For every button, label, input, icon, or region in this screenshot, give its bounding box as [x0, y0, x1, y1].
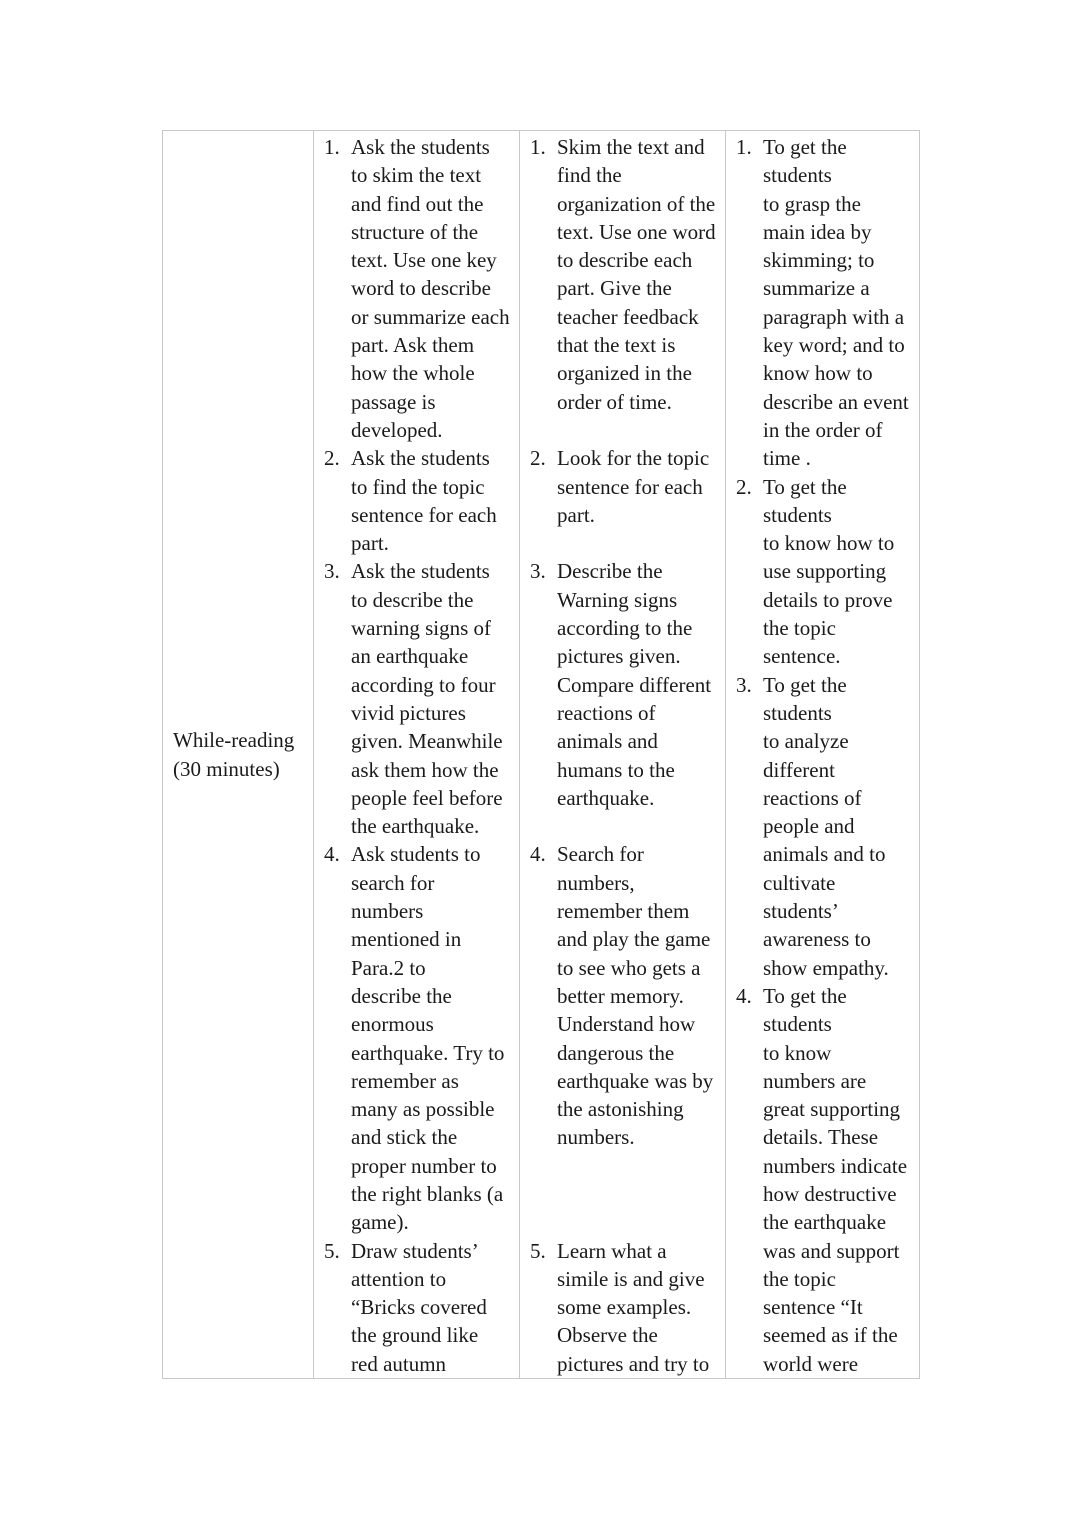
text-line: the earthquake.	[351, 814, 480, 839]
text-line: details. These	[763, 1125, 879, 1150]
text-line: remember them	[557, 899, 690, 924]
text-line: the astonishing	[557, 1097, 684, 1122]
text-line: given. Meanwhile	[351, 729, 503, 754]
text-line: the ground like	[351, 1323, 479, 1348]
spacer	[530, 1180, 725, 1208]
list-item-text	[351, 133, 519, 444]
text-line: to analyze	[763, 729, 849, 754]
text-line: some examples.	[557, 1295, 692, 1320]
text-line: “Bricks covered	[351, 1295, 487, 1320]
text-line: cultivate	[763, 870, 836, 895]
text-line: in the order of	[763, 417, 883, 442]
text-line: Search for	[557, 842, 644, 867]
text-line: text. Use one key	[351, 248, 497, 273]
text-line: paragraph with a	[763, 304, 905, 329]
text-line: describe the	[351, 983, 452, 1008]
text-line: Ask students to	[351, 842, 481, 867]
stage-name: While-reading	[173, 728, 295, 753]
list-item-number: 3.	[736, 672, 752, 697]
text-line: Describe the	[557, 559, 663, 584]
list-item-text	[557, 557, 725, 812]
text-line: attention to	[351, 1266, 447, 1291]
text-line: Para.2 to	[351, 955, 426, 980]
text-line: passage is	[351, 389, 436, 414]
text-line: word to describe	[351, 276, 491, 301]
table-row	[163, 131, 920, 1379]
text-line: structure of the	[351, 219, 479, 244]
text-line: to describe each	[557, 248, 693, 273]
text-line: to see who gets a	[557, 955, 701, 980]
text-line: Observe the	[557, 1323, 658, 1348]
text-line: was and support	[763, 1238, 900, 1263]
list-item-text	[763, 473, 919, 671]
text-line: developed.	[351, 417, 443, 442]
text-line: many as possible	[351, 1097, 495, 1122]
list-item-text	[557, 1237, 725, 1378]
teacher-activity-item	[324, 444, 519, 557]
text-line: students	[763, 1012, 832, 1037]
text-line: Warning signs	[557, 587, 678, 612]
text-line: To get the	[763, 672, 847, 697]
text-line: and play the game	[557, 927, 711, 952]
stage-duration: (30 minutes)	[173, 756, 280, 781]
text-line: organized in the	[557, 361, 692, 386]
text-line: an earthquake	[351, 644, 469, 669]
purposes-cell	[726, 131, 920, 1379]
purposes-list	[726, 131, 919, 1378]
list-item-number: 2.	[530, 446, 546, 471]
text-line: people feel before	[351, 785, 503, 810]
spacer	[530, 1152, 725, 1180]
text-line: according to four	[351, 672, 496, 697]
spacer	[530, 416, 725, 444]
text-line: sentence for each	[351, 502, 497, 527]
text-line: use supporting	[763, 559, 887, 584]
purpose-item	[736, 982, 919, 1378]
text-line: people and	[763, 814, 855, 839]
text-line: ask them how the	[351, 757, 499, 782]
list-item-number: 5.	[324, 1238, 340, 1263]
text-line: know how to	[763, 361, 873, 386]
text-line: earthquake. Try to	[351, 1040, 505, 1065]
text-line: To get the	[763, 474, 847, 499]
student-activity-item	[530, 840, 725, 1151]
text-line: and find out the	[351, 191, 484, 216]
text-line: teacher feedback	[557, 304, 699, 329]
text-line: and stick the	[351, 1125, 458, 1150]
lesson-plan-table	[162, 130, 920, 1379]
text-line: mentioned in	[351, 927, 462, 952]
text-line: earthquake.	[557, 785, 655, 810]
text-line: Skim the text and	[557, 135, 705, 159]
text-line: red autumn	[351, 1351, 447, 1376]
student-activity-item	[530, 133, 725, 416]
text-line: according to the	[557, 616, 693, 641]
text-line: to know	[763, 1040, 832, 1065]
text-line: the topic	[763, 616, 836, 641]
list-item-number: 1.	[324, 135, 340, 159]
list-item-text	[763, 133, 919, 473]
list-item-number: 4.	[324, 842, 340, 867]
text-line: Ask the students	[351, 559, 490, 584]
text-line: main idea by	[763, 219, 872, 244]
text-line: sentence.	[763, 644, 841, 669]
text-line: to find the topic	[351, 474, 485, 499]
text-line: part.	[351, 531, 389, 556]
text-line: game).	[351, 1210, 409, 1235]
text-line: details to prove	[763, 587, 893, 612]
purpose-item	[736, 133, 919, 473]
list-item-number: 1.	[736, 135, 752, 159]
text-line: animals and	[557, 729, 658, 754]
text-line: warning signs of	[351, 616, 491, 641]
text-line: world were	[763, 1351, 859, 1376]
text-line: different	[763, 757, 835, 782]
text-line: Ask the students	[351, 446, 490, 471]
text-line: organization of the	[557, 191, 716, 216]
spacer	[530, 812, 725, 840]
text-line: Draw students’	[351, 1238, 479, 1263]
list-item-text	[763, 671, 919, 982]
teacher-activity-item	[324, 1237, 519, 1378]
text-line: humans to the	[557, 757, 675, 782]
text-line: To get the	[763, 983, 847, 1008]
text-line: key word; and to	[763, 333, 905, 358]
text-line: show empathy.	[763, 955, 889, 980]
text-line: to know how to	[763, 531, 895, 556]
text-line: part.	[557, 502, 595, 527]
teacher-activities-list	[314, 131, 519, 1378]
spacer	[530, 529, 725, 557]
text-line: proper number to	[351, 1153, 497, 1178]
text-line: vivid pictures	[351, 700, 466, 725]
text-line: text. Use one word	[557, 219, 716, 244]
teacher-activity-item	[324, 840, 519, 1236]
text-line: summarize a	[763, 276, 870, 301]
text-line: students’	[763, 899, 839, 924]
teacher-activity-item	[324, 557, 519, 840]
text-line: great supporting	[763, 1097, 901, 1122]
purpose-item	[736, 473, 919, 671]
list-item-text	[351, 840, 519, 1236]
text-line: to describe the	[351, 587, 474, 612]
list-item-text	[763, 982, 919, 1378]
list-item-text	[351, 1237, 519, 1378]
text-line: pictures and try to	[557, 1351, 710, 1376]
teacher-activities-cell	[314, 131, 520, 1379]
text-line: numbers are	[763, 1068, 867, 1093]
text-line: Ask the students	[351, 135, 490, 159]
text-line: to grasp the	[763, 191, 861, 216]
text-line: sentence for each	[557, 474, 703, 499]
list-item-number: 3.	[324, 559, 340, 584]
student-activity-item	[530, 444, 725, 529]
text-line: dangerous the	[557, 1040, 675, 1065]
text-line: or summarize each	[351, 304, 510, 329]
purpose-item	[736, 671, 919, 982]
teacher-activity-item	[324, 133, 519, 444]
text-line: order of time.	[557, 389, 672, 414]
text-line: To get the	[763, 135, 847, 159]
text-line: search for	[351, 870, 435, 895]
text-line: seemed as if the	[763, 1323, 898, 1348]
text-line: better memory.	[557, 983, 684, 1008]
text-line: students	[763, 163, 832, 188]
text-line: Look for the topic	[557, 446, 710, 471]
text-line: numbers,	[557, 870, 635, 895]
text-line: sentence “It	[763, 1295, 863, 1320]
text-line: how destructive	[763, 1181, 897, 1206]
text-line: Understand how	[557, 1012, 696, 1037]
text-line: Learn what a	[557, 1238, 667, 1263]
list-item-text	[557, 444, 725, 529]
text-line: skimming; to	[763, 248, 875, 273]
list-item-text	[557, 133, 725, 416]
spacer	[530, 1208, 725, 1236]
text-line: pictures given.	[557, 644, 681, 669]
list-item-number: 1.	[530, 135, 546, 159]
text-line: part. Give the	[557, 276, 672, 301]
text-line: reactions of	[763, 785, 862, 810]
text-line: earthquake was by	[557, 1068, 714, 1093]
student-activity-item	[530, 557, 725, 812]
text-line: numbers indicate	[763, 1153, 908, 1178]
text-line: awareness to	[763, 927, 871, 952]
text-line: students	[763, 700, 832, 725]
list-item-number: 2.	[736, 474, 752, 499]
text-line: simile is and give	[557, 1266, 705, 1291]
text-line: to skim the text	[351, 163, 482, 188]
stage-label	[163, 726, 313, 783]
student-activity-item	[530, 1237, 725, 1378]
text-line: numbers.	[557, 1125, 635, 1150]
list-item-text	[557, 840, 725, 1151]
student-activities-list	[520, 131, 725, 1378]
text-line: time .	[763, 446, 811, 471]
list-item-number: 4.	[530, 842, 546, 867]
text-line: describe an event	[763, 389, 909, 414]
text-line: numbers	[351, 899, 424, 924]
list-item-number: 4.	[736, 983, 752, 1008]
list-item-number: 3.	[530, 559, 546, 584]
list-item-number: 5.	[530, 1238, 546, 1263]
stage-cell	[163, 131, 314, 1379]
student-activities-cell	[520, 131, 726, 1379]
list-item-text	[351, 444, 519, 557]
text-line: the earthquake	[763, 1210, 887, 1235]
text-line: reactions of	[557, 700, 656, 725]
text-line: remember as	[351, 1068, 459, 1093]
list-item-number: 2.	[324, 446, 340, 471]
text-line: part. Ask them	[351, 333, 475, 358]
text-line: find the	[557, 163, 622, 188]
text-line: the right blanks (a	[351, 1181, 504, 1206]
text-line: how the whole	[351, 361, 475, 386]
text-line: students	[763, 502, 832, 527]
list-item-text	[351, 557, 519, 840]
text-line: enormous	[351, 1012, 434, 1037]
text-line: Compare different	[557, 672, 712, 697]
text-line: animals and to	[763, 842, 886, 867]
text-line: the topic	[763, 1266, 836, 1291]
text-line: that the text is	[557, 333, 676, 358]
